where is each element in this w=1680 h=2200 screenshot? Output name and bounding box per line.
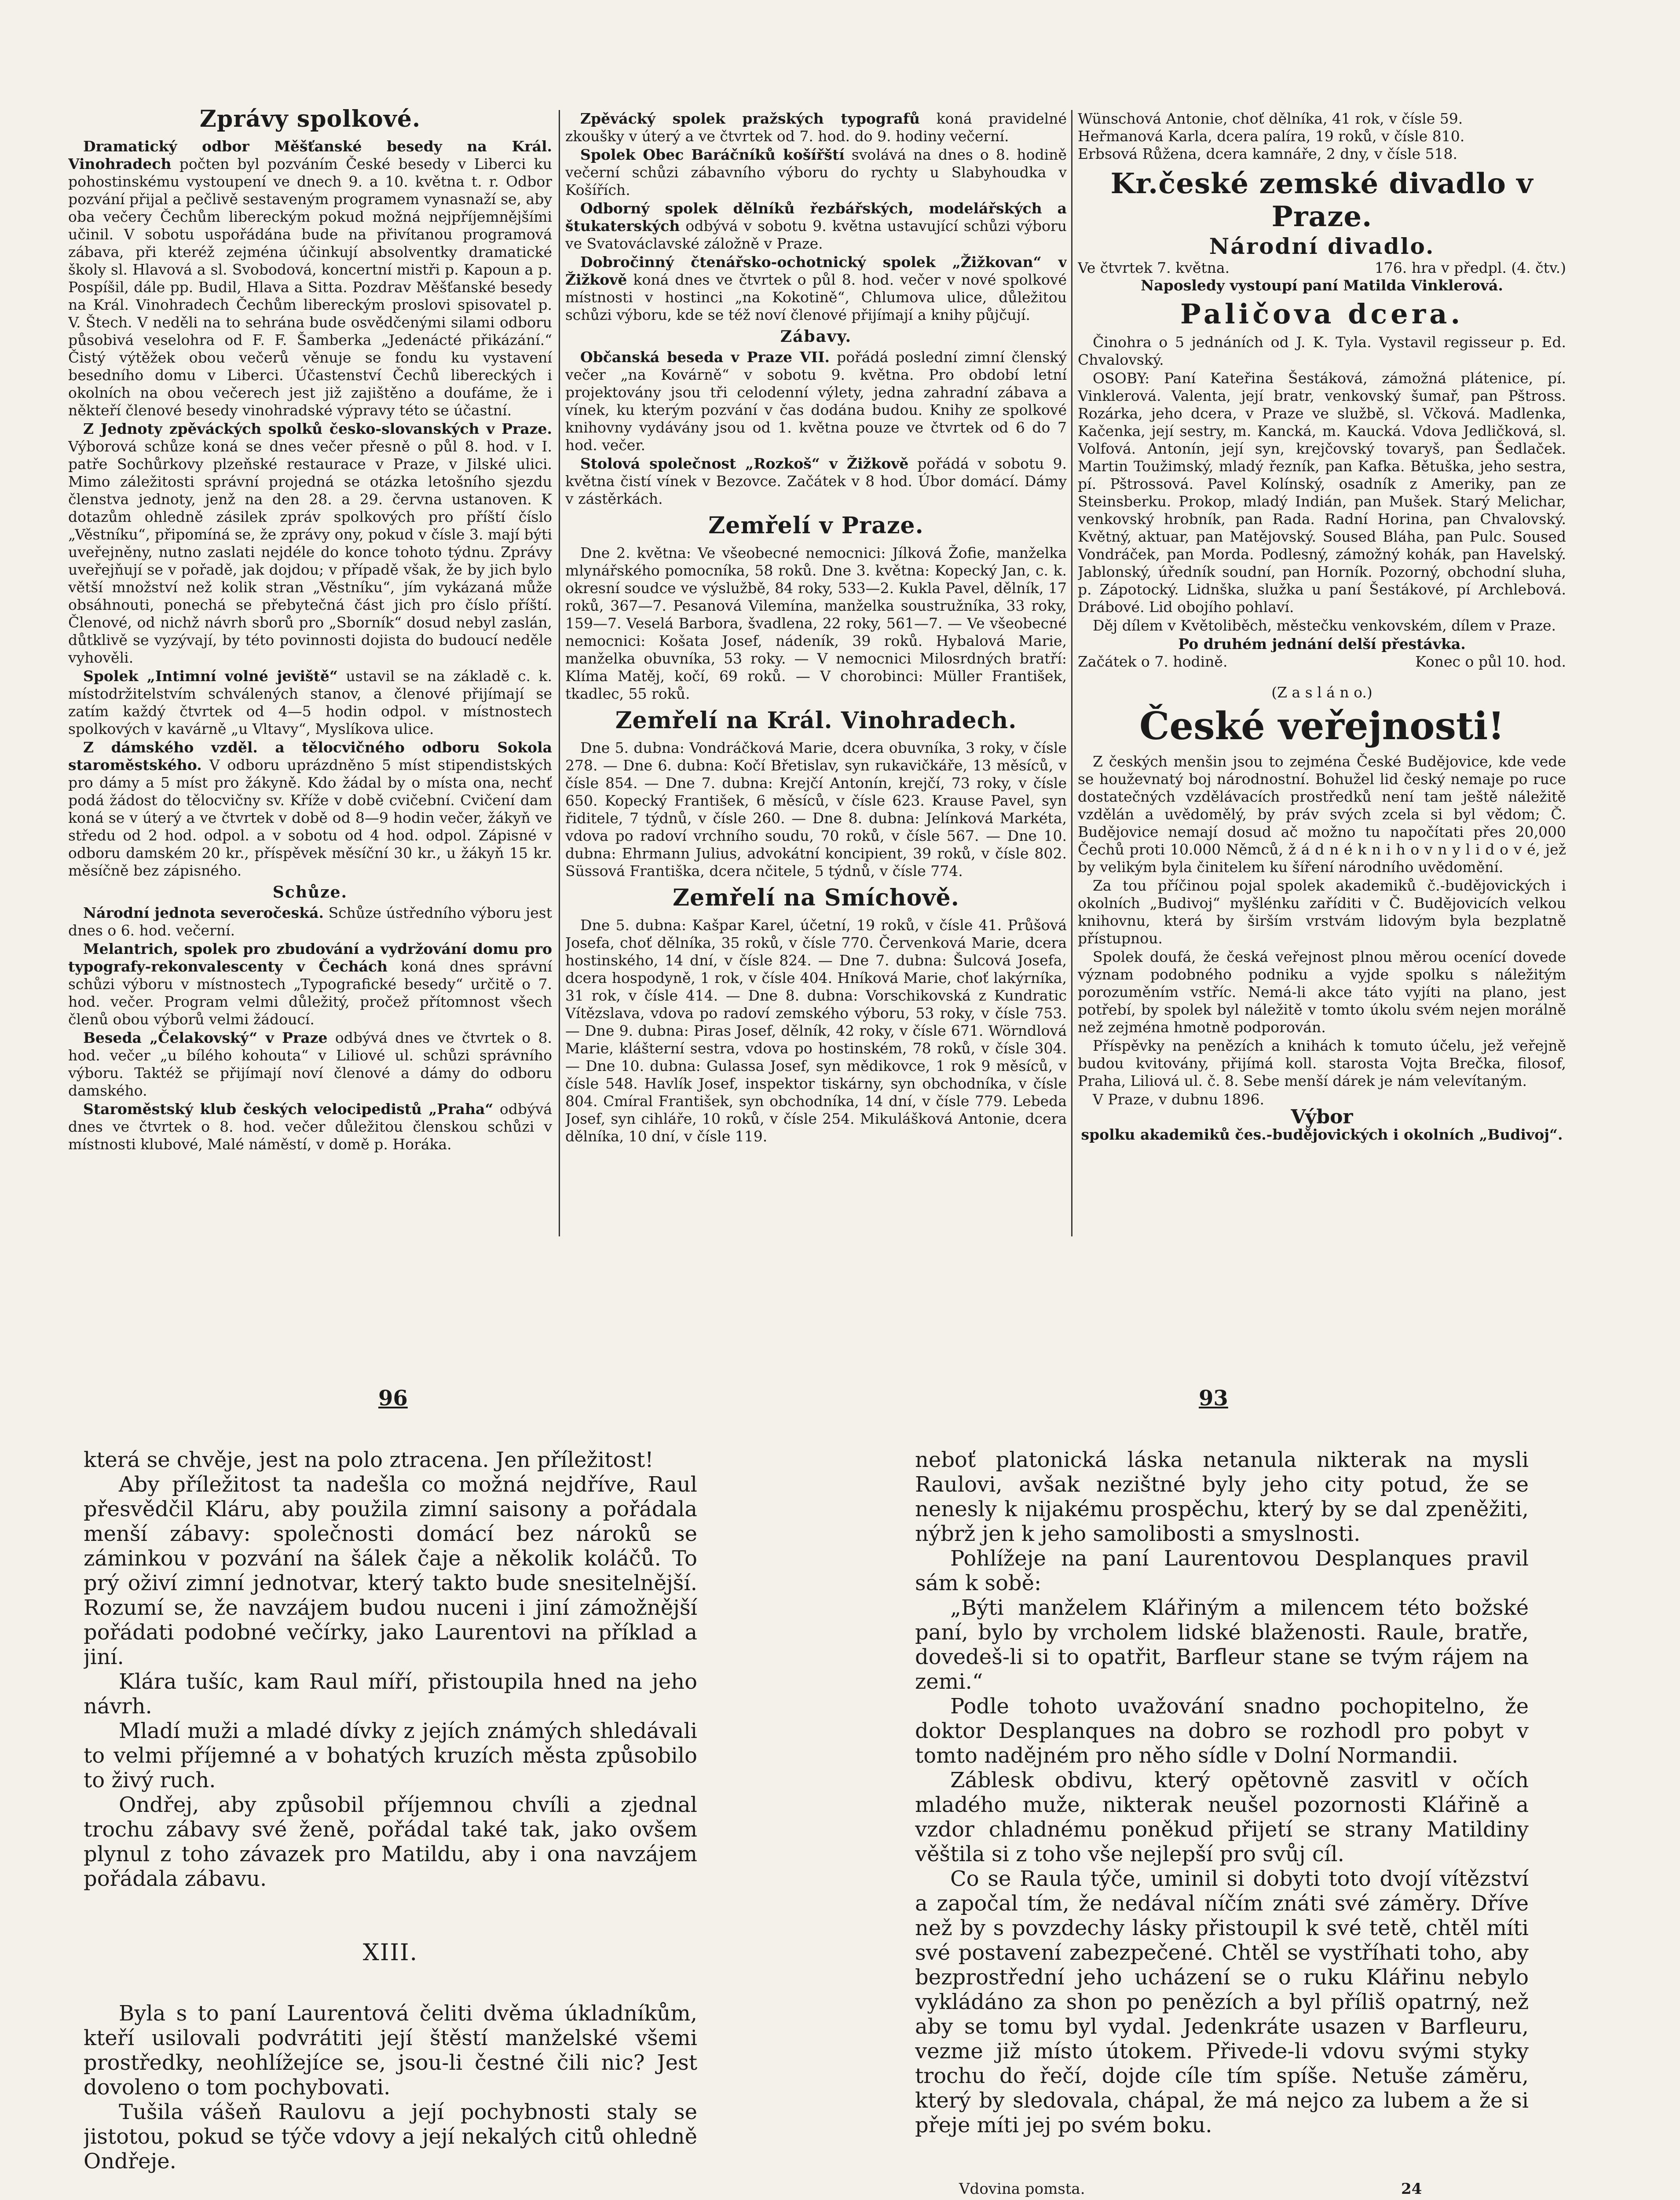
deaths-vinohrady: Dne 5. dubna: Vondráčková Marie, dcera obuvníka, 3 roky, v čísle 278. — Dne 6. dubna: Kočí Břetislav, syn rukavičkáře, 13 měsíců, v čísle 854. — Dne 7. dubna: Krejčí Antonín, krejčí, 73 roky, v čísle 650. Kopecký František, 6 měsíců, v čísle 623. Krause Pavel, syn řiditele, 7 týdnů, v čísle 260. — Dne 8. dubna: Jelínková Markéta, vdova po radoví vrchního soudu, 70 roků, v čísle 567. — Dne 10. dubna: Ehrmann Julius, advokátní koncipient, 39 roků, v čísle 802. Süssová Františka, dcera nčitele, 5 týdnů, v čísle 774. — [565, 739, 1067, 880]
paragraph — [68, 667, 552, 738]
paragraph: Z českých menšin jsou to zejména České Budějovice, kde vede se houževnatý boj národnostní. Bohužel lid český nemaje po ruce dostatečných vzdělávacích prostředků není tam ještě náležitě vzdělán a uvědomělý, by práv svých zcela si byl vědom; Č. Budějovice nemají dosud ač možno tu napočítati přes 20,000 Čechů proti 10.000 Němců, ž á d n é k n i h o v n y l i d o v é, jež by velikým byla činitelem ku šíření národního uvědomění. — [1078, 753, 1566, 876]
paragraph: neboť platonická láska netanula nikterak na mysli Raulovi, avšak nezištné byly jeho city potud, že se nenesly k nijakému prospěchu, který by se dal zpeněžiti, nýbrž jen k jeho samolibosti a smyslnosti. — [915, 1448, 1529, 1546]
page-number-right: 93 — [1199, 1386, 1228, 1411]
paragraph: Podle tohoto uvažování snadno pochopitelno, že doktor Desplanques na dobro se rozhodl pro pobyt v tomto nadějném pro něho sídle v Dolní Normandii. — [915, 1694, 1529, 1768]
paragraph-lead: Z dámského vzděl. a tělocvičného odboru Sokola staroměstského. — [68, 739, 552, 774]
novel-page-left — [84, 1448, 697, 2178]
paragraph: Mladí muži a mladé dívky z jejích známých shledávali to velmi příjemné a v bohatých kruzích města způsobilo to živý ruch. — [84, 1719, 697, 1793]
paragraph — [68, 904, 552, 939]
appeal-date: V Praze, v dubnu 1896. — [1093, 1091, 1264, 1108]
paragraph: Aby příležitost ta nadešla co možná nejdříve, Raul přesvědčil Kláru, aby použila zimní saisony a pořádala menší zábavy: společnosti domácí bez nároků se záminkou v pozvání na šálek čaje a několik koláčů. To prý oživí zimní jednotvar, který takto bude snesitelnější. Rozumí se, že navzájem budou nuceni i jiní zámožnější pořádati podobné večírky, jako Laurentovi na příklad a jiní. — [84, 1472, 697, 1669]
paragraph: Klára tušíc, kam Raul míří, přistoupila hned na jeho návrh. — [84, 1669, 697, 1719]
play-cast: OSOBY: Paní Kateřina Šestáková, zámožná plátenice, pí. Vinklerová. Valenta, její bratr, venkovský šumař, pan Pštross. Rozárka, jeho dcera, v Praze ve službě, sl. Včková. Madlenka, Kačenka, její sestry, m. Kancká, m. Kaucká. Vdova Jedličková, sl. Volfová. Antonín, její syn, krejčovský tovaryš, pan Šedlaček. Martin Toužimský, mladý řezník, pan Kafka. Bětuška, jeho sestra, pí. Pštrossová. Pavel Kolínský, osadník z Ameriky, pan ze Steinsberku. Prokop, mladý Indián, pan Mušek. Starý Melichar, venkovský hrobník, pan Rada. Radní Horina, pan Chvalovský. Květný, aktuar, pan Matějovský. Soused Bláha, pan Pulc. Soused Vondráček, pan Morda. Podlesný, zámožný kohák, pan Havelský. Jablonský, úředník soudní, pan Horník. Pozorný, obchodní sluha, p. Zápotocký. Lidnška, služka u paní Šestákové, pí Archlebová. Drábové. Lid obojího pohlaví. — [1078, 370, 1566, 616]
paragraph — [565, 146, 1067, 199]
paragraph: „Býti manželem Klářiným a milencem této božské paní, bylo by vrcholem lidské blaženosti. Raule, bratře, dovedeš-li si to opatřit, Barfleur stane se tvým rájem na zemi.“ — [915, 1595, 1529, 1694]
show-info: 176. hra v předpl. (4. čtv.) — [1374, 259, 1566, 276]
death-line: Heřmanová Karla, dcera palíra, 19 roků, v čísle 810. — [1078, 128, 1465, 145]
paragraph — [565, 200, 1067, 253]
paragraph-text: Výborová schůze koná se dnes večer přesně o půl 8. hod. v I. patře Sochůrkovy plzeňské restaurace v Praze, v Jilské ulici. Mimo záležitosti správní projedná se otázka letošního sjezdu členstva jednoty, jenž na den 28. a 29. června ustanoven. K dotazům ohledně zásilek zpráv spolkových pro příští číslo „Věstníku“, připomíná se, že zprávy ony, pokud v čísle 3. mají býti uveřejněny, nutno zaslati nejdéle do konce tohoto týdnu. Zprávy uveřejňují se v pořadě, jak dojdou; v případě však, že by jich bylo větší množství než kolik stran „Věstníku“, jím vykázaná může obsáhnouti, ponechá se přebytečná část jich pro číslo příští. Členové, od nichž návrh sborů pro „Sborník“ dosud nebyl zaslán, důtklivě se vyzývají, by této povinnosti dojista do budoucí neděle vyhověli. — [68, 438, 552, 666]
paragraph-text: V odboru uprázdněno 5 míst stipendistských pro dámy a 5 míst pro žákyně. Kdo žádal by o místa ona, nechť podá žádost do tělocvičny sv. Kříže v době cvičební. Cvičení dam koná se v úterý a ve čtvrtek v době od 8—9 hodin večer, žákyň ve středu od 2 hod. odpol. a v sobotu od 4 hod. odpol. Zápisné v odboru damském 20 kr., příspěvek měsíční 30 kr., u žákyň 15 kr. měsíčně bez zápisného. — [68, 756, 552, 879]
paragraph — [565, 348, 1067, 454]
page-number-left: 96 — [378, 1386, 408, 1411]
paragraph: Za tou příčinou pojal spolek akademiků č.-budějovických i okolních „Budivoj“ myšlénku zaříditi v Č. Budějovicích velkou knihovnu, která by širším vrstvám lidovým byla bezplatně přístupnou. — [1078, 877, 1566, 947]
paragraph: Ondřej, aby způsobil příjemnou chvíli a zjednal trochu zábavy své ženě, pořádal také tak, jako ovšem plynul z toho závazek pro Matildu, aby i ona navzájem pořádala zábavu. — [84, 1793, 697, 1891]
paragraph-text: pořádá v sobotu 9. května čistí vínek v Bezovce. Začátek v 8 hod. Úbor domácí. Dámy v zástěrkách. — [565, 455, 1067, 507]
column-3 — [1078, 110, 1566, 1245]
paragraph — [68, 138, 552, 419]
deaths-prague: Dne 2. května: Ve všeobecné nemocnici: Jílková Žofie, manželka mlynářského pomocníka, 58 roků. Dne 3. května: Kopecký Jan, c. k. okresní soudce ve výslužbě, 84 roky, 533—2. Kukla Pavel, dělník, 17 roků, 367—7. Pesanová Vilemína, manželka soustružníka, 33 roky, 159—7. Veselá Barbora, švadlena, 22 roky, 561—7. — Ve všeobecné nemocnici: Košata Josef, nádeník, 39 roků. Hybalová Marie, manželka obuvníka, 53 roky. — V nemocnici Milosrdných bratří: Klíma Matěj, kočí, 69 roků. — V chorobinci: Müller František, tkadlec, 55 roků. — [565, 544, 1067, 702]
appeal-title: České veřejnosti! — [1139, 704, 1505, 748]
footer-sheet-number: 24 — [1401, 2180, 1422, 2198]
paragraph: Pohlížeje na paní Laurentovou Desplanques pravil sám k sobě: — [915, 1546, 1529, 1595]
column-divider — [1071, 110, 1072, 1236]
paragraph — [68, 1029, 552, 1100]
end-time: Konec o půl 10. hod. — [1415, 653, 1566, 670]
paragraph — [68, 739, 552, 880]
paragraph-text: počten byl pozváním České besedy v Liberci ku pohostinskému vystoupení ve dnech 9. a 10. května t. r. Odbor pozvání přijal a pečlivě sestaveným programem vynasnaží se, aby oba večery Čechům libereckým pokud možná nejpříjemnějšími učinil. V sobotu uspořádána bude na přivítanou programová zábava, při kteréž zejména účinkují absolventky dramatické školy sl. Hlavová a sl. Svobodová, koncertní mistři p. Kapoun a p. Pospíšil, dále pp. Budil, Hlava a Sitta. Pozdrav Měšťanské besedy na Král. Vinohradech Čechům libereckým proslovi spisovatel p. V. Štech. V neděli na to sehrána bude osvědčenými silami odboru působivá veselohra od F. F. Šamberka „Jedenácté přikázání.“ Čistý výtěžek obou večerů věnuje se fondu ku vystavení besedního domu v Liberci. Účastenství Čechů libereckých i okolních na obou večerech jest již zajištěno a doufáme, že i někteří členové besedy vinohradské výpravy této se účastní. — [68, 155, 552, 419]
chapter-heading: XIII. — [362, 1940, 418, 1966]
section-title-zemreli-smichov: Zemřelí na Smíchově. — [673, 884, 959, 911]
paragraph-lead: Dramatický odbor Měšťanské besedy na Král. Vinohradech — [68, 138, 552, 172]
paragraph-lead: Občanská beseda v Praze VII. — [580, 348, 830, 366]
section-title-zabavy: Zábavy. — [780, 327, 852, 346]
paragraph — [565, 455, 1067, 508]
novel-page-right — [915, 1448, 1529, 2160]
theatre-title: Kr.české zemské divadlo v Praze. — [1110, 167, 1534, 233]
section-title-schuze: Schůze. — [272, 883, 348, 902]
paragraph-text: svolává na dnes o 8. hodině večerní schůzi zábavního výboru do rychty u Slabyhoudka v Košířích. — [565, 146, 1067, 198]
play-title: Paličova dcera. — [1180, 298, 1464, 330]
paragraph-lead: Odborný spolek dělníků řezbářských, modelářských a štukaterských — [565, 200, 1067, 235]
column-1 — [68, 101, 552, 1245]
paragraph-text: odbývá dnes ve čtvrtek o 8. hod. večer „u bílého kohouta“ v Liliové ul. schůzi správního výboru. Taktéž se přijímají noví členové a dámy do odboru damského. — [68, 1029, 552, 1099]
paragraph-lead: Dobročinný čtenářsko-ochotnický spolek „Žižkovan“ v Žižkově — [565, 253, 1067, 288]
deaths-smichov: Dne 5. dubna: Kašpar Karel, účetní, 19 roků, v čísle 41. Průšová Josefa, choť dělníka, 35 roků, v čísle 770. Červenková Marie, dcera hostinského, 14 dní, v čísle 824. — Dne 7. dubna: Šulcová Josefa, dcera hospodyně, 1 rok, v čísle 404. Hníková Marie, choť lakýrníka, 31 rok, v čísle 414. — Dne 8. dubna: Vorschikovská z Kundratic Vítězslava, vdova po radoví zemského výboru, 53 roky, v čísle 753. — Dne 9. dubna: Piras Josef, dělník, 42 roky, v čísle 671. Wörndlová Marie, klášterní sestra, vdova po hostinském, 78 roků, v čísle 304. — Dne 10. dubna: Gulassa Josef, syn mědikovce, 1 rok 9 měsíců, v čísle 548. Havlík Josef, inspektor tiskárny, syn obchodníka, v čísle 804. Cmíral František, syn obchodníka, 14 dní, v čísle 779. Lebeda Josef, syn cihláře, 10 roků, v čísle 254. Mikulášková Antonie, dcera dělníka, 10 dní, v čísle 119. — [565, 917, 1067, 1145]
paragraph-lead: Beseda „Čelakovský“ v Praze — [83, 1029, 328, 1046]
paragraph: Co se Raula týče, uminil si dobyti toto dvojí vítězství a započal tím, že nedával níčím znáti své záměry. Dříve než by s povzdechy lásky přistoupil k své tetě, chtěl míti své postavení zabezpečené. Chtěl se vystříhati toho, aby bezprostřední jeho ucházení se o ruku Klářinu nebylo vykládáno za shon po penězích a byl příliš opatrný, než aby se tomu byl vydal. Jedenkráte usazen v Barfleuru, vezme již místo útokem. Přivede-li vdovu svými styky trochu do řečí, dojde cíle tím spíše. Netuše záměru, který by sledovala, chápal, že má nejco za lubem a že si přeje míti jej po svém boku. — [915, 1866, 1529, 2138]
paragraph-lead: Zpěvácký spolek pražských typografů — [580, 110, 920, 127]
footer-title: Vdovina pomsta. — [959, 2180, 1085, 2198]
death-line: Erbsová Růžena, dcera kamnáře, 2 dny, v čísle 518. — [1078, 145, 1458, 162]
paragraph-lead: Spolek „Intimní volné jeviště“ — [83, 667, 338, 685]
paragraph: Záblesk obdivu, který opětovně zasvitl v očích mladého muže, nikterak neušel pozornosti Klářině a vzdor chladnému poněkud přijetí se strany Matildiny věštila si z toho vše nejlepší pro svůj cíl. — [915, 1768, 1529, 1866]
paragraph-text: pořádá poslední zimní členský večer „na Kovárně“ v sobotu 9. května. Pro období letní projektovány jsou tři celodenní výlety, jedna zahradní zábava a vínek, ku kterým pozvání v čas dodána budou. Knihy ze spolkové knihovny vydávány jsou od 1. května pouze ve čtvrtek od 6 do 7 hod. večer. — [565, 348, 1067, 454]
start-time: Začátek o 7. hodině. — [1078, 653, 1228, 670]
show-date: Ve čtvrtek 7. května. — [1078, 259, 1230, 276]
paragraph-lead: Staroměstský klub českých velocipedistů „Praha“ — [83, 1100, 494, 1118]
theatre-subtitle: Národní divadlo. — [1209, 233, 1435, 259]
death-line: Wünschová Antonie, choť dělníka, 41 rok, v čísle 59. — [1078, 110, 1463, 127]
play-credit: Činohra o 5 jednáních od J. K. Tyla. Vystavil regisseur p. Ed. Chvalovský. — [1078, 334, 1566, 368]
appeal-signature: spolku akademiků čes.-budějovických i okolních „Budivoj“. — [1081, 1126, 1563, 1143]
zaslano-label: (Z a s l á n o.) — [1271, 684, 1373, 701]
paragraph: Tušila vášeň Raulovu a její pochybnosti staly se jistotou, pokud se týče vdovy a její nekalých citů ohledně Ondřeje. — [84, 2100, 697, 2174]
paragraph-text: koná dnes ve čtvrtek o půl 8. hod. večer v nové spolkové místnosti v hostinci „na Kokotině“, Chlumova ulice, důležitou schůzi výboru, kde se též noví členové přijímají a knihy půjčují. — [565, 271, 1067, 323]
paragraph — [68, 420, 552, 667]
paragraph — [565, 253, 1067, 324]
paragraph-lead: Národní jednota severočeská. — [83, 904, 324, 921]
section-title-zemreli-vinohrady: Zemřelí na Král. Vinohradech. — [615, 707, 1017, 734]
paragraph-text: odbývá v sobotu 9. května ustavující schůzi výboru ve Svatováclavské záložně v Praze. — [565, 217, 1067, 252]
paragraph-text: Schůze ústředního výboru jest dnes o 6. hod. večerní. — [68, 904, 552, 939]
paragraph: Byla s to paní Laurentová čeliti dvěma úkladníkům, kteří usilovali podvrátiti její štěstí manželské všemi prostředky, neohlížejíce se, jsou-li čestné čili nic? Jest dovoleno o tom pochybovati. — [84, 2001, 697, 2100]
paragraph-text: odbývá dnes ve čtvrtek o 8. hod. večer důležitou členskou schůzi v místnosti klubové, Malé náměstí, v domě p. Horáka. — [68, 1100, 552, 1153]
intermission-note: Po druhém jednání delší přestávka. — [1178, 635, 1466, 653]
paragraph-lead: Spolek Obec Baráčníků košířští — [580, 146, 845, 163]
paragraph-lead: Melantrich, spolek pro zbudování a vydržování domu pro typografy-rekonvalescenty v Čechách — [68, 940, 552, 975]
paragraph — [68, 1100, 552, 1153]
appeal-vybor: Výbor — [1291, 1106, 1353, 1128]
paragraph-text: koná pravidelné zkoušky v úterý a ve čtvrtek od 7. hod. do 9. hodiny večerní. — [565, 110, 1067, 145]
paragraph-lead: Z Jednoty zpěváckých spolků česko-slovanských v Praze. — [83, 420, 552, 437]
section-title-spolkove: Zprávy spolkové. — [199, 106, 421, 132]
paragraph-text: koná dnes správní schůzi výboru v místnostech „Typografické besedy“ určitě o 7. hod. večer. Program velmi důležitý, pročež přítomnost všech členů obou výborů velmi žádoucí. — [68, 958, 552, 1028]
farewell-note: Naposledy vystoupí paní Matilda Vinklerová. — [1141, 277, 1503, 294]
paragraph: Příspěvky na penězích a knihách k tomuto účelu, jež veřejně budou kvitovány, přijímá koll. starosta Vojta Brečka, filosof, Praha, Liliová ul. č. 8. Sebe menší dárek je nám velevítaným. — [1078, 1037, 1566, 1089]
paragraph-lead: Stolová společnost „Rozkoš“ v Žižkově — [580, 455, 909, 472]
paragraph-text: ustavil se na základě c. k. místodržitelstvím schválených stanov, a členové přijímají se zatím každý čtvrtek od 4—5 hodin odpol. v místnostech spolkových v kavárně „u Vltavy“, Myslíkova ulice. — [68, 667, 552, 737]
paragraph — [68, 940, 552, 1028]
play-setting: Děj dílem v Květoliběch, městečku venkovském, dílem v Praze. — [1093, 617, 1556, 634]
section-title-zemreli-praha: Zemřelí v Praze. — [708, 512, 924, 539]
column-2 — [565, 110, 1067, 1245]
paragraph — [565, 110, 1067, 145]
paragraph: Spolek doufá, že česká veřejnost plnou měrou ocenící dovede význam podobného podniku a vyjde spolku s náležitým porozuměním vstříc. Nemá-li akce táto vyjíti na plano, jest potřebí, by spolek byl náležitě v tomto úkolu svém nejen morálně než zejména hmotně podporován. — [1078, 948, 1566, 1036]
column-divider — [559, 110, 560, 1236]
paragraph: která se chvěje, jest na polo ztracena. Jen příležitost! — [84, 1448, 654, 1472]
